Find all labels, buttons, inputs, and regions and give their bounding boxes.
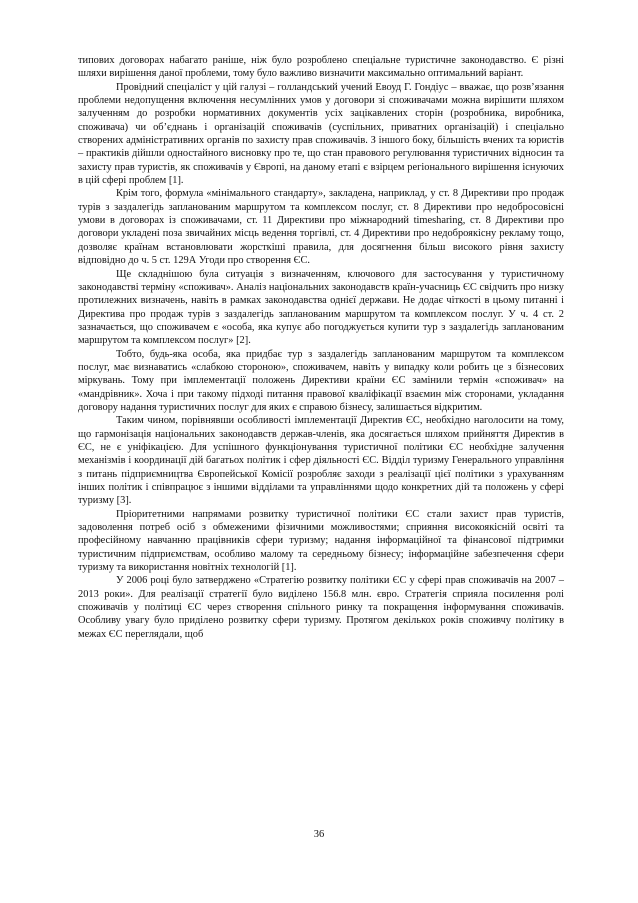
paragraph-hondius: Провідний спеціаліст у цій галузі – голландський учений Евоуд Г. Гондіус – вважає, що розв’язання проблеми недопущення включення несумлінних умов у договори зі споживачами можна вирішити шляхом залученням до розробки нормативних документів усіх зацікавлених сторін (розробника, виробника, споживача) чи об’єднань і організацій споживачів (суспільних, приватних організацій) і спеціально створених адміністративних органів по захисту прав споживачів. З іншого боку, більшість вчених та юристів – практиків дійшли одностайного висновку про те, що стан правового регулювання туристичних відносин та захисту прав туристів, як споживачів у Європі, на даному етапі є взірцем регіонального вирішення існуючих в цій сфері проблем [1]. [78,81,564,187]
paragraph-consumer-term: Ще складнішою була ситуація з визначенням, ключового для застосування у туристичному законодавстві терміну «споживач». Аналіз національних законодавств країн-учасниць ЄС свідчить про низку протилежних визначень, навіть в рамках законодавства однієї держави. Не додає чіткості в цьому питанні і Директива про продаж турів з заздалегідь запланованим маршрутом та комплексом послуг. У ч. 4 ст. 2 зазначається, що споживачем є «особа, яка купує або погоджується купити тур з заздалегідь запланованим маршрутом та комплексом послуг» [2]. [78,268,564,347]
paragraph-continuation: типових договорах набагато раніше, ніж було розроблено спеціальне туристичне законодавство. Є різні шляхи вирішення даної проблеми, тому було важливо визначити максимально оптимальний варіант. [78,55,564,80]
body-text [78,54,564,641]
paragraph-priorities: Пріоритетними напрямами розвитку туристичної політики ЄС стали захист прав туристів, задоволення потреб осіб з обмеженими фізичними можливостями; сприяння високоякісній освіті та професійному навчанню працівників сфери туризму; надання інформаційної та фінансової підтримки туристичним підприємствам, особливо малому та середньому бізнесу; інформаційне забезпечення сфери туризму та використання новітніх технологій [1]. [78,508,564,574]
paragraph-harmonization: Таким чином, порівнявши особливості імплементації Директив ЄС, необхідно наголосити на тому, що гармонізація національних законодавств держав-членів, яка досягається шляхом прийняття Директив в ЄС, не є уніфікацією. Для успішного функціонування туристичної політики ЄС необхідне залучення механізмів і координації дій багатьох політик і сфер діяльності ЄС. Відділ туризму Генерального управління з питань підприємництва Європейської Комісії розробляє заходи з реалізації цієї політики з урахуванням інших політик і співпрацює з іншими відділами та управліннями щодо конкретних дій та положень у сфері туризму [3]. [78,415,564,507]
page-number: 36 [313,829,325,840]
paragraph-strategy-2006: У 2006 році було затверджено «Стратегію розвитку політики ЄС у сфері прав споживачів на 2007 – 2013 роки». Для реалізації стратегії було виділено 156.8 млн. євро. Стратегія сприяла посилення ролі споживачів у політиці ЄС через створення спільного ринку та покращення інформування споживачів. Особливу увагу було приділено розвитку сфери туризму. Протягом декількох років споживчу політику в межах ЄС переглядали, щоб [78,575,564,640]
paragraph-minimal-standard: Крім того, формула «мінімального стандарту», закладена, наприклад, у ст. 8 Директиви про продаж турів з заздалегідь запланованим маршрутом та комплексом послуг, ст. 8 Директиви про недобросовісні умови в договорах із споживачами, ст. 11 Директиви про міжнародний timesharing, ст. 8 Директиви про договори укладені поза звичайних місць ведення торгівлі, ст. 4 Директиви про недоброякісну рекламу тощо, дозволяє країнам встановлювати жорсткіші правила, для досягнення більш високого рівня захисту відповідно до ч. 5 ст. 129А Угоди про створення ЄС. [78,188,564,267]
paragraph-weak-party: Тобто, будь-яка особа, яка придбає тур з заздалегідь запланованим маршрутом та комплексом послуг, має визнаватись «слабкою стороною», споживачем, навіть у випадку коли робить це з бізнесових міркувань. Тому при імплементації положень Директиви країни ЄС замінили термін «споживач» на «мандрівник». Хоча і при такому підході питання правової кваліфікації взаємин між сторонами, укладання договору надання туристичних послуг для яких є справою бізнесу, залишається відкритим. [78,348,564,413]
